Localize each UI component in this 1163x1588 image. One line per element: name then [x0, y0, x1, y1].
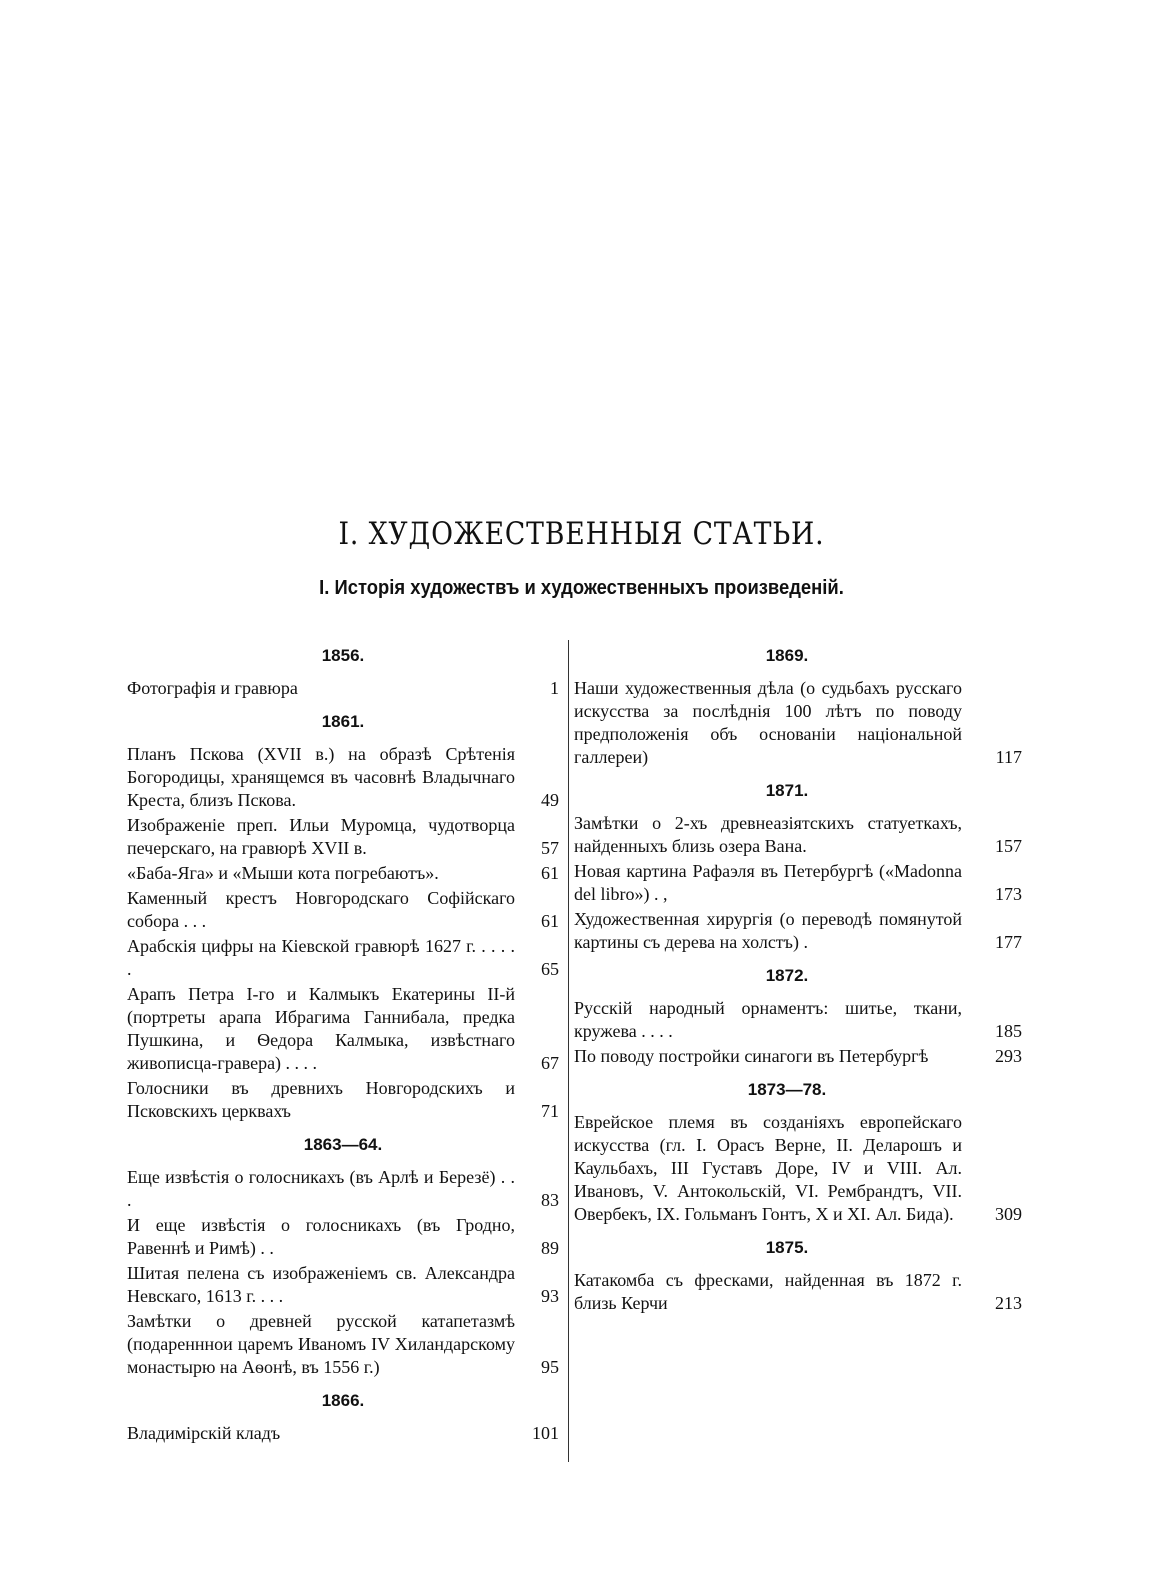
entry-title: Замѣтки о 2-хъ древнеазіятскихъ статуеткахъ, найденныхъ близь озера Вана. — [574, 813, 962, 856]
entry-title: По поводу постройки синагоги въ Петербургѣ — [574, 1046, 929, 1066]
toc-entry — [574, 997, 1022, 1043]
entry-title: Замѣтки о древней русской катапетазмѣ (подаренннои царемъ Иваномъ IV Хиландарскому монастырю на Аѳонѣ, въ 1556 г.) — [127, 1311, 515, 1377]
entry-page-number: 83 — [541, 1190, 559, 1210]
entry-page-number: 49 — [541, 790, 559, 810]
entry-title: Каменный крестъ Новгородскаго Софійскаго собора . . . — [127, 888, 515, 931]
toc-entry — [574, 1269, 1022, 1315]
toc-entry — [127, 1166, 559, 1212]
entry-page-number: 101 — [532, 1423, 559, 1443]
entry-page-number: 293 — [995, 1046, 1022, 1066]
toc-entry — [127, 743, 559, 812]
entry-page-number: 309 — [995, 1204, 1022, 1224]
toc-entry — [127, 1422, 559, 1445]
entry-page-number: 117 — [995, 747, 1022, 767]
entry-page-number: 71 — [541, 1101, 559, 1121]
toc-entry — [574, 860, 1022, 906]
entry-title: Голосники въ древнихъ Новгородскихъ и Псковскихъ церквахъ — [127, 1078, 515, 1121]
entry-title: Планъ Пскова (XVII в.) на образѣ Срѣтенія Богородицы, хранящемся въ часовнѣ Владычнаго Креста, близъ Пскова. — [127, 744, 515, 810]
toc-entry — [127, 935, 559, 981]
toc-entry — [574, 908, 1022, 954]
entry-title: Шитая пелена съ изображеніемъ св. Александра Невскаго, 1613 г. . . . — [127, 1263, 515, 1306]
entry-page-number: 65 — [541, 959, 559, 979]
entry-title: Арабскія цифры на Кіевской гравюрѣ 1627 г. . . . . . — [127, 936, 515, 979]
toc-entry — [574, 812, 1022, 858]
toc-entry — [127, 887, 559, 933]
year-heading: 1856. — [321, 646, 365, 665]
year-heading: 1866. — [321, 1391, 365, 1410]
entry-page-number: 157 — [995, 836, 1022, 856]
entry-page-number: 185 — [995, 1021, 1022, 1041]
toc-entry — [127, 862, 559, 885]
entry-title: «Баба-Яга» и «Мыши кота погребаютъ». — [127, 863, 439, 883]
column-divider — [568, 640, 569, 1462]
toc-entry — [127, 1310, 559, 1379]
year-heading: 1872. — [765, 966, 809, 985]
year-heading: 1869. — [765, 646, 809, 665]
entry-page-number: 93 — [541, 1286, 559, 1306]
toc-entry — [574, 1111, 1022, 1226]
entry-page-number: 89 — [541, 1238, 559, 1258]
entry-title: Русскій народный орнаментъ: шитье, ткани, кружева . . . . — [574, 998, 962, 1041]
entry-page-number: 67 — [541, 1053, 559, 1073]
entry-title: Еще извѣстія о голосникахъ (въ Арлѣ и Березё) . . . — [127, 1167, 515, 1210]
entry-title: Художественная хирургія (о переводѣ помянутой картины съ дерева на холстъ) . — [574, 909, 962, 952]
year-heading: 1861. — [321, 712, 365, 731]
toc-entry — [127, 1077, 559, 1123]
entry-title: Новая картина Рафаэля въ Петербургѣ («Madonna del libro») . , — [574, 861, 962, 904]
entry-title: Катакомба съ фресками, найденная въ 1872 г. близь Керчи — [574, 1270, 962, 1313]
entry-page-number: 1 — [550, 678, 559, 698]
entry-page-number: 213 — [995, 1293, 1022, 1313]
section-subtitle: I. Исторія художествъ и художественныхъ произведеній. — [319, 577, 844, 599]
entry-title: Наши художественныя дѣла (о судьбахъ русскаго искусства за послѣднія 100 лѣтъ по поводу предположенія объ основаніи національной галлереи) — [574, 678, 962, 767]
section-title: I. ХУДОЖЕСТВЕННЫЯ СТАТЬИ. — [338, 516, 825, 552]
entry-page-number: 95 — [541, 1357, 559, 1377]
toc-entry — [127, 1214, 559, 1260]
toc-entry — [574, 1045, 1022, 1068]
entry-page-number: 173 — [995, 884, 1022, 904]
year-heading: 1871. — [765, 781, 809, 800]
toc-entry — [127, 814, 559, 860]
entry-title: И еще извѣстія о голосникахъ (въ Гродно, Равеннѣ и Римѣ) . . — [127, 1215, 515, 1258]
toc-entry — [127, 677, 559, 700]
right-column — [574, 640, 1022, 1317]
entry-page-number: 61 — [541, 911, 559, 931]
entry-title: Еврейское племя въ созданіяхъ европейскаго искусства (гл. I. Орасъ Верне, II. Деларошъ и Каульбахъ, III Густавъ Доре, IV и VIII. Ал. Ивановъ, V. Антокольскій, VI. Рембрандтъ, VII. Овербекъ, IX. Гольманъ Гонтъ, X и XI. Ал. Бида). — [574, 1112, 962, 1224]
toc-entry — [574, 677, 1022, 769]
entry-title: Арапъ Петра I-го и Калмыкъ Екатерины II-й (портреты арапа Ибрагима Ганнибала, предка Пушкина, и Ѳедора Калмыка, извѣстнаго живописца-гравера) . . . . — [127, 984, 515, 1073]
entry-title: Владимірскій кладъ — [127, 1423, 281, 1443]
entry-page-number: 57 — [541, 838, 559, 858]
entry-page-number: 177 — [995, 932, 1022, 952]
toc-entry — [127, 1262, 559, 1308]
entry-title: Фотографія и гравюра — [127, 678, 298, 698]
left-column — [127, 640, 559, 1447]
entry-page-number: 61 — [541, 863, 559, 883]
year-heading: 1873—78. — [747, 1080, 827, 1099]
toc-entry — [127, 983, 559, 1075]
year-heading: 1875. — [765, 1238, 809, 1257]
entry-title: Изображеніе преп. Ильи Муромца, чудотворца печерскаго, на гравюрѣ XVII в. — [127, 815, 515, 858]
year-heading: 1863—64. — [303, 1135, 383, 1154]
